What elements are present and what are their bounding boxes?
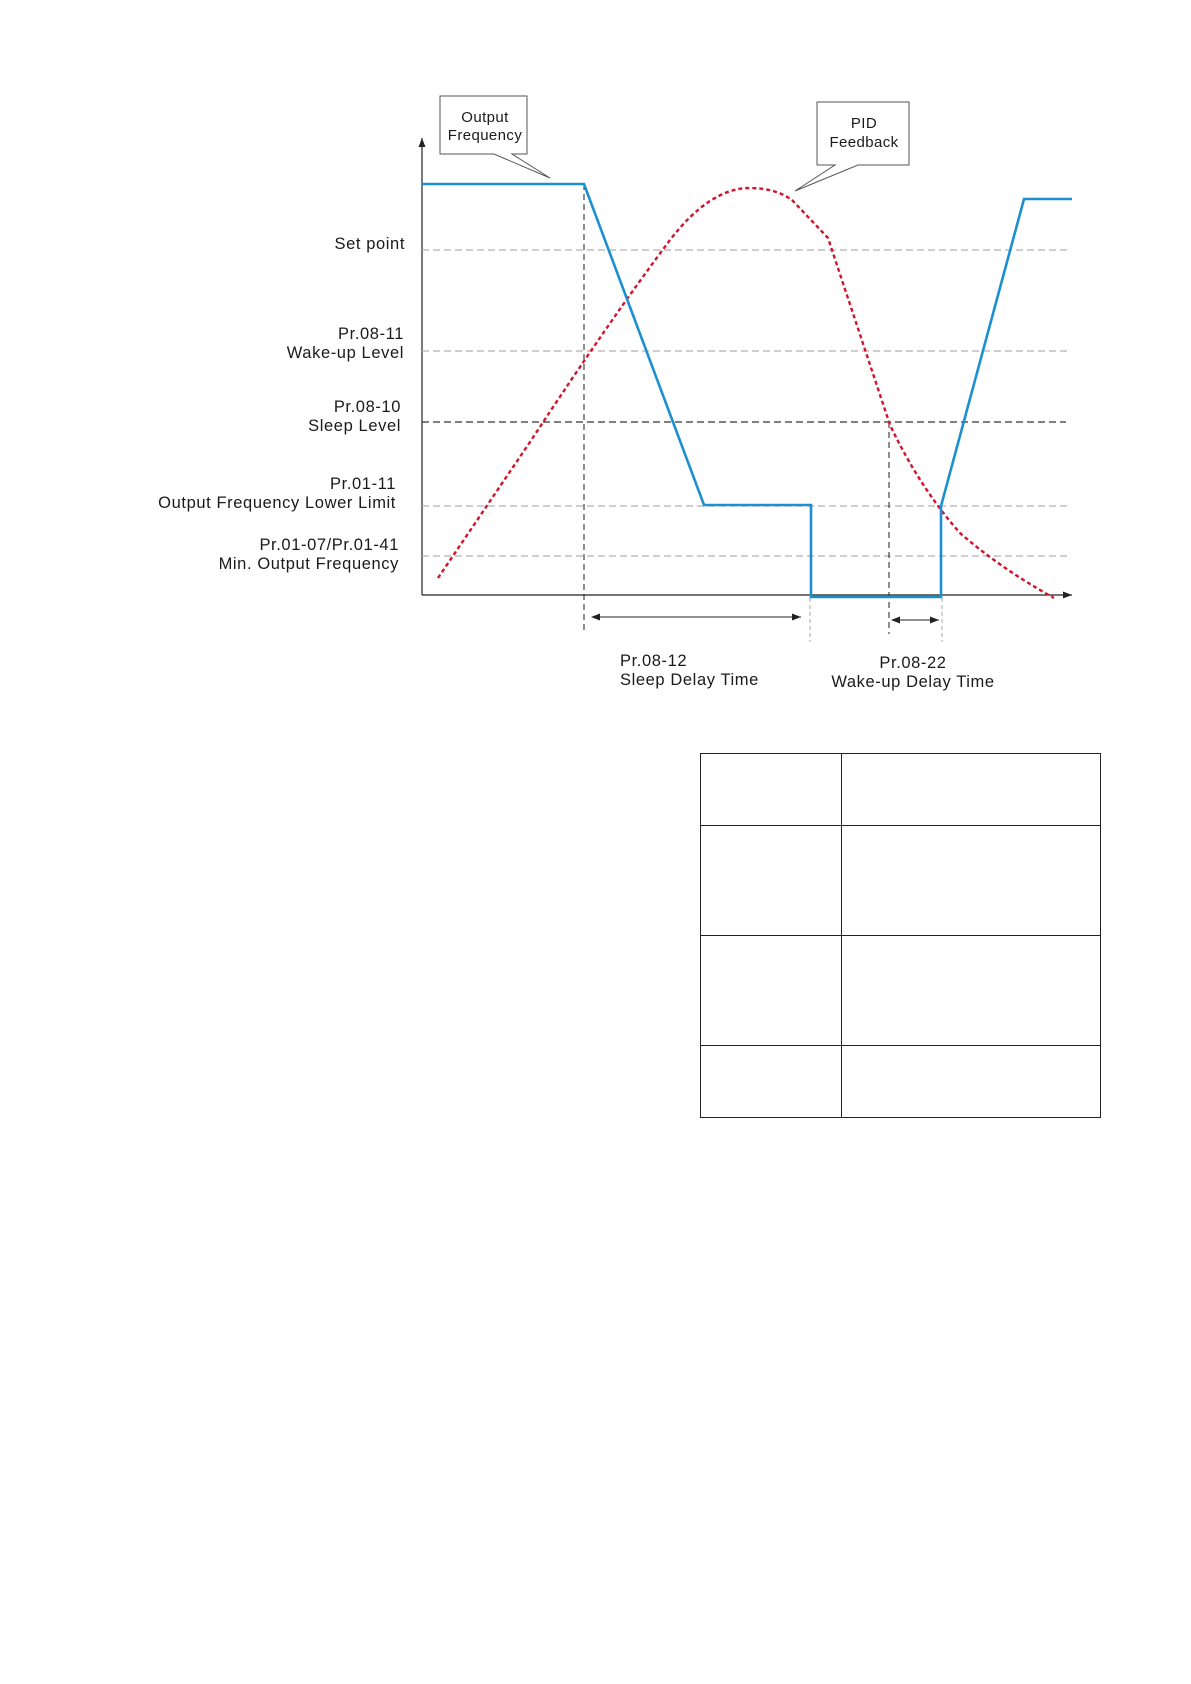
svg-text:Pr.08-22	[879, 654, 946, 672]
output-frequency-callout	[440, 96, 550, 178]
table-cell	[701, 826, 842, 936]
table-row	[701, 1046, 1101, 1118]
svg-text:Pr.08-12	[620, 652, 687, 670]
wakeup-delay-param: Pr.08-22	[879, 654, 947, 672]
table-cell	[842, 936, 1101, 1046]
pid-feedback-callout	[795, 102, 909, 191]
table-row	[701, 754, 1101, 826]
table-cell	[842, 754, 1101, 826]
sleep-level-label: Sleep Level	[308, 417, 401, 435]
callout-output-frequency-line1: Output	[461, 109, 509, 126]
callout-pid-line2: Feedback	[829, 134, 899, 151]
output-frequency-curve	[422, 184, 1072, 597]
table-cell	[842, 826, 1101, 936]
min-output-label: Min. Output Frequency	[218, 555, 399, 573]
svg-text:Feedback	[829, 134, 898, 151]
table-cell	[842, 1046, 1101, 1118]
table-row	[701, 936, 1101, 1046]
sleep-wakeup-diagram	[0, 0, 1191, 760]
lower-limit-label: Output Frequency Lower Limit	[158, 494, 396, 512]
svg-text:Pr.08-11	[338, 325, 404, 343]
svg-text:Output	[461, 109, 509, 126]
callout-output-frequency-line2: Frequency	[447, 127, 523, 144]
svg-text:Sleep Delay Time	[620, 671, 759, 689]
svg-text:Pr.01-11	[330, 475, 396, 493]
svg-text:Set point	[334, 235, 405, 253]
lower-limit-param: Pr.01-11	[330, 475, 396, 493]
svg-text:Output Frequency Lower Limit	[158, 494, 396, 512]
wakeup-delay-label: Wake-up Delay Time	[831, 673, 995, 691]
table-cell	[701, 754, 842, 826]
set-point-label: Set point	[334, 235, 405, 253]
table-row	[701, 826, 1101, 936]
sleep-delay-param: Pr.08-12	[620, 652, 688, 670]
reference-table	[700, 753, 1101, 1118]
sleep-delay-label: Sleep Delay Time	[620, 671, 759, 689]
table-cell	[701, 1046, 842, 1118]
svg-text:Wake-up Level	[287, 344, 404, 362]
callout-pid-line1: PID	[850, 115, 878, 132]
svg-text:Wake-up Delay Time	[831, 673, 994, 691]
min-output-param: Pr.01-07/Pr.01-41	[259, 536, 399, 554]
svg-text:PID	[851, 115, 877, 132]
sleep-level-param: Pr.08-10	[333, 398, 401, 416]
svg-text:Pr.01-07/Pr.01-41	[259, 536, 399, 554]
table-cell	[701, 936, 842, 1046]
svg-text:Sleep Level	[308, 417, 401, 435]
wake-up-level-param: Pr.08-11	[338, 325, 404, 343]
svg-text:Frequency	[448, 127, 523, 144]
wake-up-level-label: Wake-up Level	[286, 344, 404, 362]
svg-text:Pr.08-10	[334, 398, 401, 416]
svg-text:Min. Output Frequency	[219, 555, 400, 573]
